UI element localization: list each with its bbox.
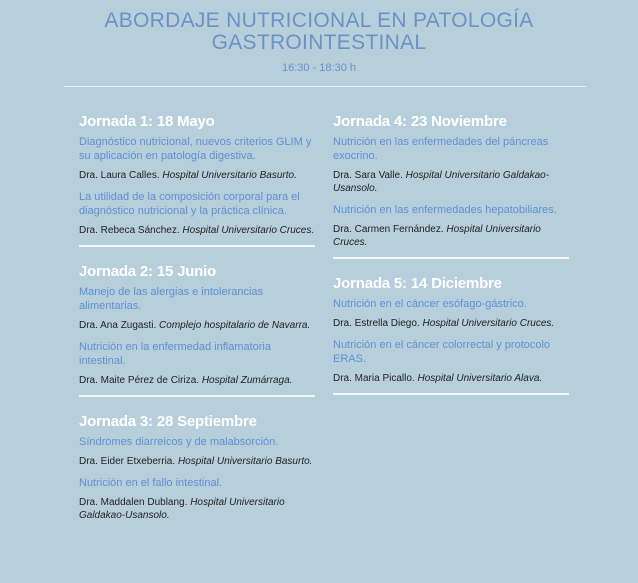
session-divider [333, 393, 569, 395]
session-divider [79, 245, 315, 247]
speaker-name: Dra. Sara Valle. [333, 170, 403, 181]
session-divider [79, 395, 315, 397]
talk-title: Diagnóstico nutricional, nuevos criterios GLIM y su aplicación en patología digestiva. [79, 136, 312, 162]
session-title: Jornada 5: 14 Diciembre [333, 275, 502, 292]
speaker-name: Dra. Carmen Fernández. [333, 224, 444, 235]
session-title: Jornada 4: 23 Noviembre [333, 113, 507, 130]
speaker-name: Dra. Maddalen Dublang. [79, 497, 188, 508]
session-2 [79, 263, 315, 405]
speaker-name: Dra. Eider Etxeberria. [79, 456, 176, 467]
speaker-name: Dra. Ana Zugasti. [79, 320, 157, 331]
speaker-hospital: Hospital Universitario Alava. [417, 373, 543, 384]
left-column [79, 105, 315, 538]
speaker-hospital: Hospital Universitario Cruces. [333, 224, 541, 248]
talk-title: Nutrición en las enfermedades hepatobiliares. [333, 204, 557, 216]
talk-title: Nutrición en las enfermedades del páncreas exocrino. [333, 136, 549, 162]
speaker-line [333, 223, 569, 249]
session-5 [333, 275, 569, 403]
title-line-1: ABORDAJE NUTRICIONAL EN PATOLOGÍA [104, 9, 534, 32]
session-title: Jornada 3: 28 Septiembre [79, 413, 257, 430]
speaker-hospital: Hospital Universitario Basurto. [162, 170, 297, 181]
session-title: Jornada 2: 15 Junio [79, 263, 217, 280]
talk-title: Nutrición en la enfermedad inflamatoria intestinal. [79, 341, 271, 367]
talk-title: Nutrición en el fallo intestinal. [79, 477, 223, 489]
speaker-hospital: Hospital Universitario Basurto. [177, 456, 313, 467]
speaker-line [79, 319, 315, 332]
speaker-hospital: Hospital Universitario Cruces. [422, 318, 555, 329]
speaker-hospital: Hospital Universitario Galdakao-Usansolo. [79, 497, 285, 521]
right-column [333, 105, 569, 403]
speaker-hospital: Complejo hospitalario de Navarra. [159, 320, 311, 331]
schedule-time: 16:30 - 18:30 h [281, 62, 356, 74]
speaker-line [79, 374, 315, 387]
header-divider [64, 86, 586, 87]
speaker-line [79, 224, 315, 237]
speaker-name: Dra. Rebeca Sánchez. [79, 225, 180, 236]
talk-title: Nutrición en el cáncer colorrectal y protocolo ERAS. [333, 339, 551, 365]
session-1 [79, 113, 315, 255]
speaker-line [333, 317, 569, 330]
session-3 [79, 413, 315, 538]
speaker-line [79, 169, 315, 182]
talk-title: La utilidad de la composición corporal para el diagnóstico nutricional y la práctica clínica. [79, 191, 300, 217]
page-title [0, 10, 638, 54]
speaker-line [333, 372, 569, 385]
session-title: Jornada 1: 18 Mayo [79, 113, 215, 130]
talk-title: Síndromes diarreicos y de malabsorción. [79, 436, 279, 448]
speaker-line [79, 455, 315, 468]
speaker-hospital: Hospital Zumárraga. [201, 375, 293, 386]
speaker-line [333, 169, 569, 195]
speaker-name: Dra. Maria Picallo. [333, 373, 415, 384]
speaker-name: Dra. Estrella Diego. [333, 318, 420, 329]
speaker-hospital: Hospital Universitario Cruces. [182, 225, 315, 236]
speaker-name: Dra. Maite Pérez de Ciriza. [79, 375, 200, 386]
session-divider [333, 257, 569, 259]
talk-title: Manejo de las alergias e intolerancias alimentarias. [79, 286, 264, 312]
talk-title: Nutrición en el cáncer esófago-gástrico. [333, 298, 527, 310]
session-4 [333, 113, 569, 267]
speaker-name: Dra. Laura Calles. [79, 170, 160, 181]
title-line-2: GASTROINTESTINAL [211, 31, 427, 54]
speaker-line [79, 496, 315, 522]
speaker-hospital: Hospital Universitario Galdakao-Usansolo. [333, 170, 550, 194]
